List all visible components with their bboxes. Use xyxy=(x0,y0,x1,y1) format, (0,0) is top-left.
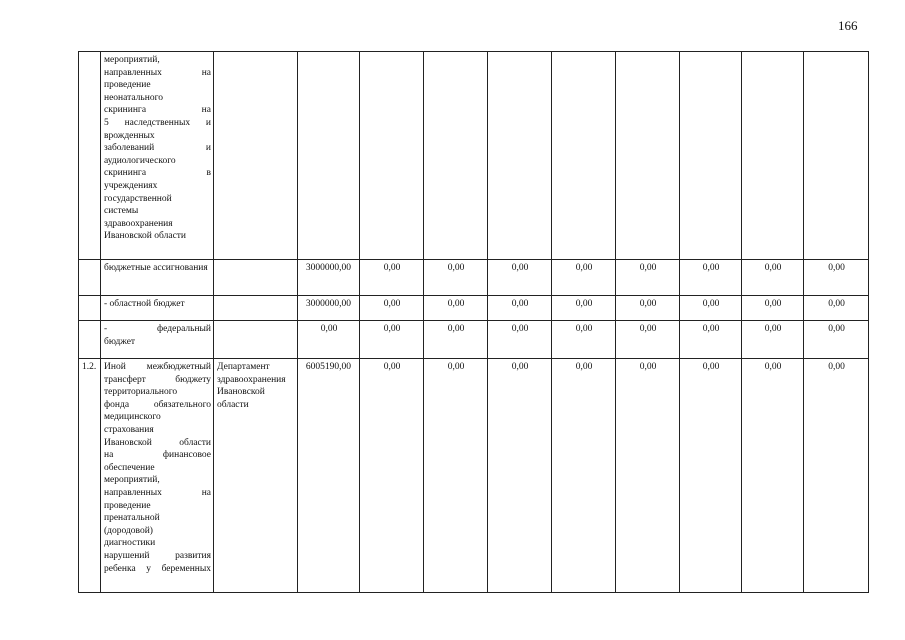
value-cell: 0,00 xyxy=(742,321,804,359)
activity-name-cell xyxy=(101,359,214,593)
value-cell: 0,00 xyxy=(424,359,488,593)
value-cell xyxy=(360,52,424,260)
value-cell: 0,00 xyxy=(616,260,680,296)
value-cell: 0,00 xyxy=(424,260,488,296)
executor-cell xyxy=(214,52,298,260)
row-number-cell xyxy=(79,321,101,359)
value-cell xyxy=(616,52,680,260)
value-cell xyxy=(742,52,804,260)
value-cell: 0,00 xyxy=(552,359,616,593)
table-row-continuation xyxy=(79,52,869,260)
value-cell xyxy=(804,52,869,260)
row-label: бюджетные ассигнования xyxy=(101,260,214,296)
value-cell: 3000000,00 xyxy=(298,260,360,296)
value-cell: 0,00 xyxy=(680,260,742,296)
executor-cell xyxy=(214,260,298,296)
value-cell: 0,00 xyxy=(742,260,804,296)
executor-cell: Департамент здравоохранения Ивановской области xyxy=(214,359,298,593)
value-cell: 0,00 xyxy=(552,296,616,321)
executor-cell xyxy=(214,296,298,321)
value-cell: 0,00 xyxy=(616,296,680,321)
budget-table xyxy=(78,51,869,593)
row-label: - областной бюджет xyxy=(101,296,214,321)
value-cell: 0,00 xyxy=(424,321,488,359)
row-label xyxy=(101,321,214,359)
value-cell: 0,00 xyxy=(742,296,804,321)
value-cell xyxy=(552,52,616,260)
value-cell: 0,00 xyxy=(680,296,742,321)
value-cell: 0,00 xyxy=(488,321,552,359)
value-cell xyxy=(680,52,742,260)
value-cell: 0,00 xyxy=(552,321,616,359)
activity-name-text: мероприятий, направленных на проведение неонатального скрининга на 5 наследственных и врожденных заболеваний и аудиологического скрининга в учреждениях государственной системы здравоохранения Ивановской области xyxy=(104,55,211,242)
value-cell: 6005190,00 xyxy=(298,359,360,593)
activity-name-cell xyxy=(101,52,214,260)
value-cell xyxy=(488,52,552,260)
value-cell: 3000000,00 xyxy=(298,296,360,321)
value-cell: 0,00 xyxy=(298,321,360,359)
value-cell: 0,00 xyxy=(360,260,424,296)
value-cell: 0,00 xyxy=(804,321,869,359)
row-number-cell xyxy=(79,260,101,296)
value-cell: 0,00 xyxy=(424,296,488,321)
table-row-regional-budget xyxy=(79,296,869,321)
value-cell: 0,00 xyxy=(680,359,742,593)
page-number: 166 xyxy=(838,18,858,33)
value-cell: 0,00 xyxy=(680,321,742,359)
row-number-cell xyxy=(79,52,101,260)
value-cell: 0,00 xyxy=(742,359,804,593)
value-cell: 0,00 xyxy=(616,359,680,593)
value-cell: 0,00 xyxy=(488,359,552,593)
value-cell: 0,00 xyxy=(488,296,552,321)
table-row-item-1-2 xyxy=(79,359,869,593)
value-cell xyxy=(298,52,360,260)
executor-cell xyxy=(214,321,298,359)
value-cell: 0,00 xyxy=(360,359,424,593)
row-number-cell xyxy=(79,296,101,321)
table-row-budget-allocations xyxy=(79,260,869,296)
value-cell: 0,00 xyxy=(360,321,424,359)
row-label-line: - федеральный xyxy=(104,324,211,334)
value-cell: 0,00 xyxy=(804,359,869,593)
table-row-federal-budget xyxy=(79,321,869,359)
value-cell xyxy=(424,52,488,260)
value-cell: 0,00 xyxy=(804,296,869,321)
activity-name-text: Иной межбюджетный трансферт бюджету территориального фонда обязательного медицинского страхования Ивановской области на финансовое обеспечение мероприятий, направленных на проведение пренатальной (дородовой) диагностики нарушений развития ребенка у беременных xyxy=(104,362,211,574)
row-label-line: бюджет xyxy=(104,336,136,347)
row-number-cell: 1.2. xyxy=(79,359,101,593)
value-cell: 0,00 xyxy=(488,260,552,296)
value-cell: 0,00 xyxy=(616,321,680,359)
value-cell: 0,00 xyxy=(804,260,869,296)
value-cell: 0,00 xyxy=(552,260,616,296)
value-cell: 0,00 xyxy=(360,296,424,321)
